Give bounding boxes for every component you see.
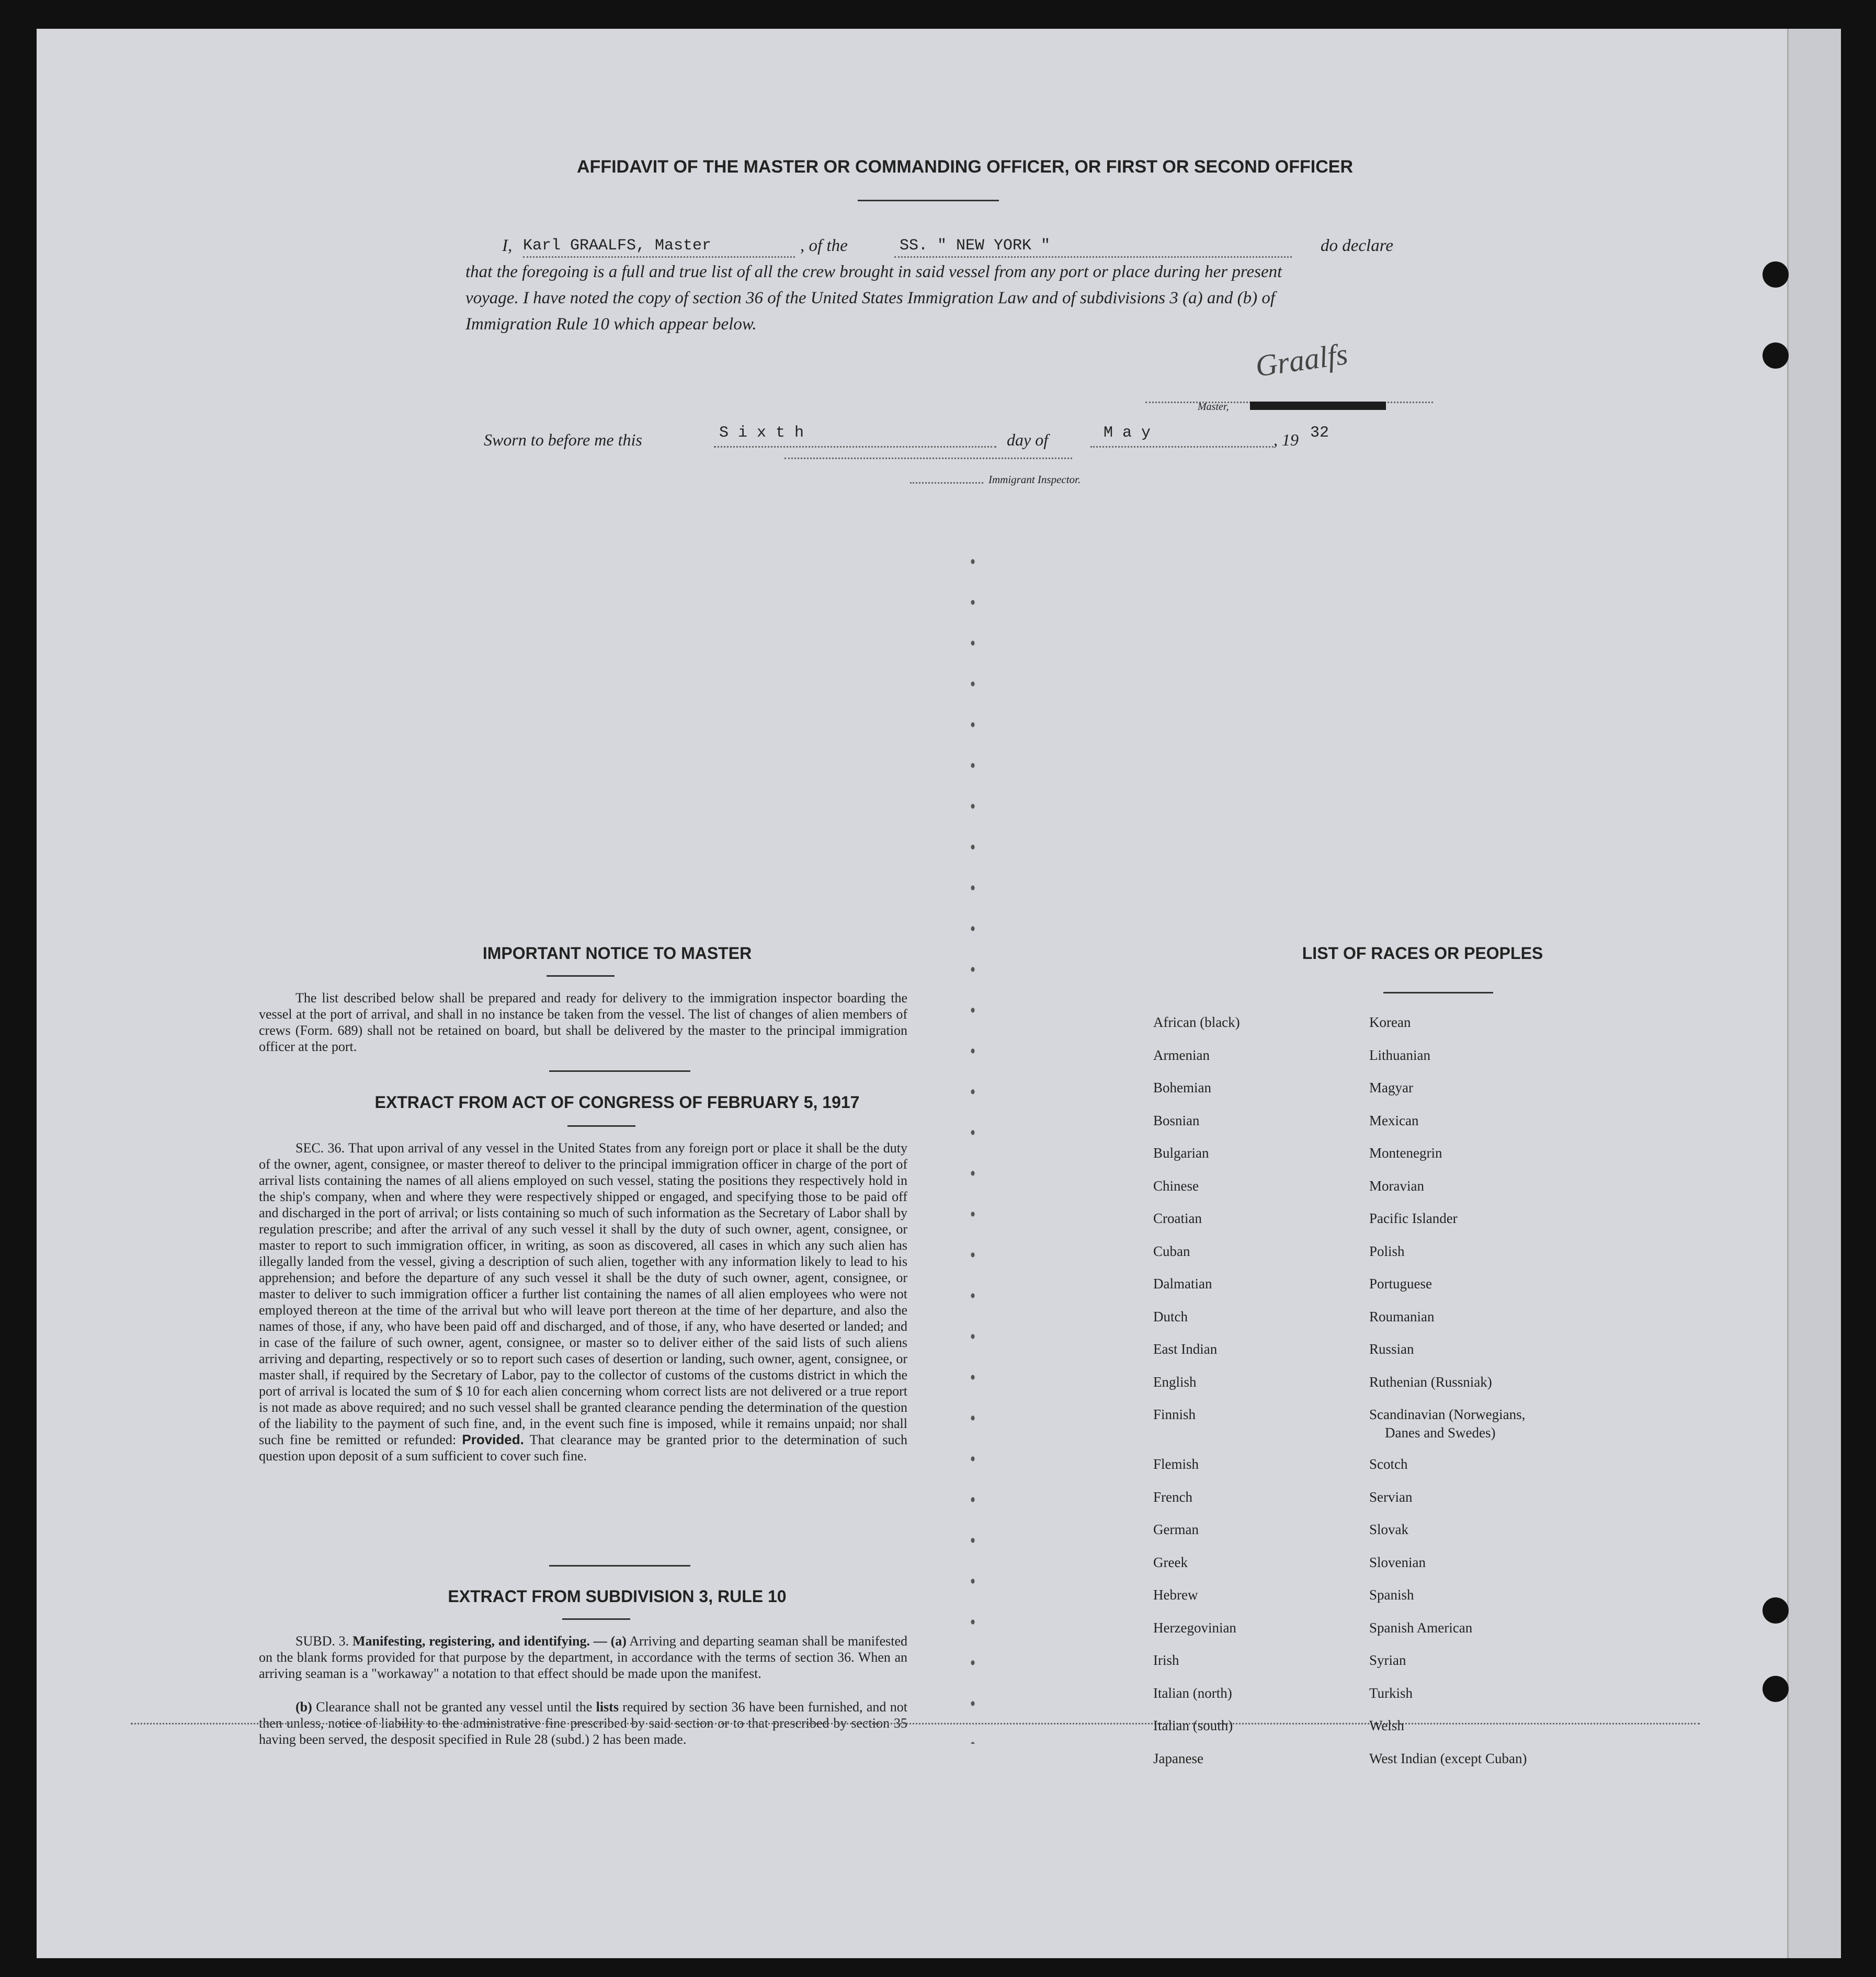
race-item: Mexican [1369,1112,1419,1128]
subd-heading: Manifesting, registering, and identifying. [352,1633,590,1649]
race-item: Roumanian [1369,1308,1435,1324]
race-item: Turkish [1369,1685,1413,1701]
affidavit-body [465,233,1470,337]
race-item: East Indian [1153,1341,1218,1357]
race-item: Finnish [1153,1407,1196,1422]
race-item: Irish [1153,1652,1179,1668]
race-item: Lithuanian [1369,1047,1430,1063]
race-item: Montenegrin [1369,1145,1442,1161]
affidavit-intro: I, [502,236,513,255]
b-lists: lists [596,1699,619,1715]
extract-rule-title: EXTRACT FROM SUBDIVISION 3, RULE 10 [448,1587,787,1606]
race-item: Korean [1369,1014,1411,1030]
race-item: Servian [1369,1489,1413,1505]
affidavit-line-3: voyage. I have noted the copy of section 36 of the United States Immigration Law and of subdivisions 3 (a) and (b) of [465,289,1276,307]
race-item [1153,1425,1240,1456]
race-item: Scandinavian (Norwegians, [1369,1407,1526,1422]
sworn-row [484,424,1373,456]
race-item: German [1153,1522,1199,1537]
divider [1383,992,1493,993]
race-item: Bohemian [1153,1080,1211,1095]
a-text: Arriving and departing seaman shall be manifested on the blank forms provided for that purpose by the department, in accordance with the terms of section 36. When an arriving seaman is a "workaway" a notation to that effect should be made upon the manifest. [259,1633,908,1681]
race-item: Italian (north) [1153,1685,1232,1701]
race-item: Welsh [1369,1718,1404,1733]
race-item: Flemish [1153,1456,1199,1472]
b-text-1: Clearance shall not be granted any vessel until the [316,1699,593,1715]
vessel-line [894,256,1292,258]
extract-act-text-end: That clearance may be granted prior to the determination of such question upon deposit of a sum sufficient to cover such fine. [259,1432,908,1464]
binder-hole [1763,261,1789,288]
inspector-short-line [910,482,983,484]
race-item: Polish [1369,1243,1405,1259]
year-prefix: , 19 [1274,430,1299,449]
race-item: Moravian [1369,1178,1424,1194]
day-line [714,446,996,448]
name-line [523,256,795,258]
race-item: Ruthenian (Russniak) [1369,1374,1492,1390]
inspector-label: Immigrant Inspector. [988,473,1081,486]
race-item: Bosnian [1153,1112,1200,1128]
month-line [1090,446,1274,448]
sworn-prefix: Sworn to before me this [484,430,642,449]
race-item: Slovenian [1369,1554,1426,1570]
vessel-name: SS. " NEW YORK " [900,237,1051,255]
races-left-column [1153,1014,1240,1783]
notice-text: The list described below shall be prepared and ready for delivery to the immigration inspector boarding the vessel at the port of arrival, and shall in no instance be taken from the vessel. The list of changes of alien members of crews (Form. 689) shall not be retained on board, but shall be delivered by the master to the principal immigration officer at the port. [259,990,907,1054]
b-text-2: required by section 36 have been furnished, and not then unless, notice of liability to the administrative fine prescribed by said section or to that prescribed by section 35 having been served, the desposit specified in Rule 28 (subd.) 2 has been made. [259,1699,908,1747]
race-item: Hebrew [1153,1587,1198,1603]
race-item: Chinese [1153,1178,1199,1194]
race-item: English [1153,1374,1197,1390]
race-item: Spanish [1369,1587,1414,1603]
divider [567,1125,635,1127]
declare-text: do declare [1321,236,1393,255]
race-item: Spanish American [1369,1619,1473,1636]
extract-rule-body-a [259,1633,907,1682]
inspector-line [784,458,1072,459]
divider [562,1618,630,1620]
sworn-month: M a y [1104,424,1151,442]
page-edge [1787,29,1841,1958]
race-item: Croatian [1153,1210,1202,1226]
race-item: Portuguese [1369,1276,1432,1292]
binder-hole [1763,342,1789,369]
binder-hole [1763,1597,1789,1624]
day-of-text: day of [1007,430,1049,449]
divider [549,1070,690,1072]
race-item: Italian (south) [1153,1718,1233,1733]
race-item: Pacific Islander [1369,1210,1458,1226]
divider [549,1565,690,1567]
race-item: West Indian (except Cuban) [1369,1750,1527,1766]
race-item: Scotch [1369,1456,1408,1472]
extract-act-title: EXTRACT FROM ACT OF CONGRESS OF FEBRUARY 5, 1917 [374,1093,860,1112]
of-the-text: , of the [800,236,848,255]
race-item: Russian [1369,1341,1414,1357]
master-label: Master, [1198,401,1229,413]
divider [547,975,615,977]
affidavit-title: AFFIDAVIT OF THE MASTER OR COMMANDING OFFICER, OR FIRST OR SECOND OFFICER [577,157,1353,177]
race-item: Cuban [1153,1243,1190,1259]
divider [858,200,999,201]
tear-line-dots [957,541,988,1744]
race-item: Herzegovinian [1153,1619,1236,1636]
race-item: Japanese [1153,1750,1203,1766]
year-suffix: 32 [1310,424,1329,442]
affidavit-line-2: that the foregoing is a full and true list of all the crew brought in said vessel from any port or place during her present [465,262,1282,281]
binder-hole [1763,1676,1789,1702]
subd-prefix: SUBD. 3. [295,1633,349,1649]
race-item: Danes and Swedes) [1385,1425,1496,1441]
race-item: Dutch [1153,1308,1188,1324]
document-page [37,29,1841,1958]
affidavit-line-4: Immigration Rule 10 which appear below. [465,315,757,334]
extract-act-body [259,1140,907,1464]
race-item: French [1153,1489,1192,1505]
race-item: Greek [1153,1554,1188,1570]
races-right-column [1369,1014,1527,1783]
sworn-day: S i x t h [719,424,804,442]
b-label: (b) [295,1699,312,1715]
race-item: Bulgarian [1153,1145,1209,1161]
race-item: Slovak [1369,1522,1409,1537]
races-title: LIST OF RACES OR PEOPLES [1302,944,1543,963]
race-item: Armenian [1153,1047,1210,1063]
race-item: Dalmatian [1153,1276,1212,1292]
notice-title: IMPORTANT NOTICE TO MASTER [482,944,752,963]
race-item: Syrian [1369,1652,1406,1668]
race-item: Magyar [1369,1080,1413,1095]
master-name: Karl GRAALFS, Master [523,237,712,255]
master-signature: Graalfs [1253,336,1350,384]
extract-act-text: SEC. 36. That upon arrival of any vessel in the United States from any foreign port or place it shall be the duty of the owner, agent, consignee, or master thereof to deliver to the principal immigration officer in charge of the port of arrival lists containing the names of all aliens employed on such vessel, stating the positions they respectively hold in the ship's company, when and where they were respectively shipped or engaged, and specifying those to be paid off and discharged in the port of arrival; or lists containing so much of such information as the Secretary of Labor shall by regulation prescribe; and after the arrival of any such vessel it shall by the duty of such owner, agent, consignee, or master to report to such immigration officer, in writing, as soon as discovered, all cases in which any such alien has illegally landed from the vessel, giving a description of such alien, together with any information likely to lead to his apprehension; and before the departure of any such vessel it shall be the duty of such owner, agent, consignee, or master to deliver to such immigration officer a further list containing the names of all alien employees who were not employed thereon at the time of the arrival but who will leave port thereon at the time of her departure, and also the names of those, if any, who have been paid off and discharged, and of those, if any, who have deserted or landed; and in case of the failure of such owner, agent, consignee, or master so to deliver either of the said lists of such aliens arriving and departing, respectively or so to report such cases of desertion or landing, such owner, agent, consignee, or master shall, if required by the Secretary of Labor, pay to the collector of customs of the customs district in which the port of arrival is located the sum of $ 10 for each alien concerning whom correct lists are not delivered or a true report is not made as above required; and no such vessel shall be granted clearance pending the determination of the question of the liability to the payment of such fine, and, in the event such fine is imposed, while it remains unpaid; nor shall such fine be remitted or refunded: [259,1140,907,1447]
provided-keyword: Provided. [462,1432,524,1447]
race-item: African (black) [1153,1014,1240,1030]
redaction-bar [1250,402,1386,410]
a-label: — (a) [593,1633,627,1649]
